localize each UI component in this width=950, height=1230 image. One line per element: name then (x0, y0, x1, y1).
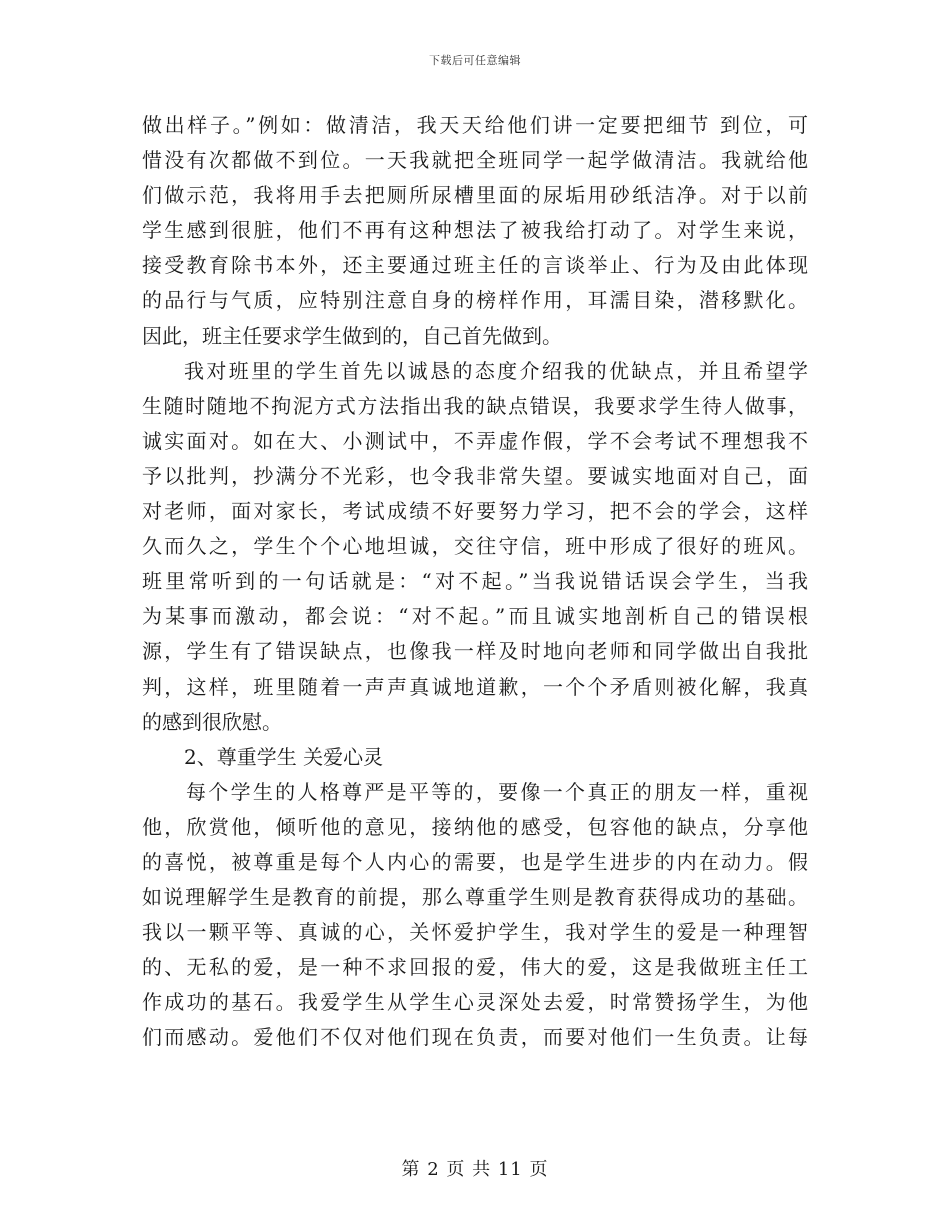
body-line: 诚实面对。如在大、小测试中，不弄虚作假，学不会考试不理想我不 (142, 428, 808, 453)
body-line: 予以批判，抄满分不光彩，也令我非常失望。要诚实地面对自己，面 (142, 463, 808, 488)
body-line: 对老师，面对家长，考试成绩不好要努力学习，把不会的学会，这样 (142, 499, 808, 524)
body-line: 们做示范，我将用手去把厕所尿槽里面的尿垢用砂纸洁净。对于以前 (142, 183, 808, 208)
body-line: 的、无私的爱，是一种不求回报的爱，伟大的爱，这是我做班主任工 (142, 955, 808, 980)
body-line: 为某事而激动，都会说：“对不起。”而且诚实地剖析自己的错误根 (142, 604, 808, 629)
body-line: 源，学生有了错误缺点，也像我一样及时地向老师和同学做出自我批 (142, 639, 808, 664)
body-line: 学生感到很脏，他们不再有这种想法了被我给打动了。对学生来说， (142, 218, 808, 243)
body-line: 判，这样，班里随着一声声真诚地道歉，一个个矛盾则被化解，我真 (142, 674, 808, 699)
body-line: 接受教育除书本外，还主要通过班主任的言谈举止、行为及由此体现 (142, 253, 808, 278)
paragraph-start-line: 我对班里的学生首先以诚恳的态度介绍我的优缺点，并且希望学 (184, 358, 808, 383)
body-line: 生随时随地不拘泥方式方法指出我的缺点错误，我要求学生待人做事， (142, 393, 808, 418)
body-line: 班里常听到的一句话就是：“对不起。”当我说错话误会学生，当我 (142, 569, 808, 594)
body-line: 作成功的基石。我爱学生从学生心灵深处去爱，时常赞扬学生，为他 (142, 990, 808, 1015)
body-line: 如说理解学生是教育的前提，那么尊重学生则是教育获得成功的基础。 (142, 885, 808, 910)
body-line: 做出样子。”例如：做清洁，我天天给他们讲一定要把细节 到位，可 (142, 113, 808, 137)
body-line: 们而感动。爱他们不仅对他们现在负责，而要对他们一生负责。让每 (142, 1025, 808, 1050)
body-line: 因此，班主任要求学生做到的，自己首先做到。 (142, 323, 562, 348)
body-line: 的喜悦，被尊重是每个人内心的需要，也是学生进步的内在动力。假 (142, 849, 808, 874)
body-line: 的品行与气质，应特别注意自身的榜样作用，耳濡目染，潜移默化。 (142, 288, 808, 313)
section-heading: 2、尊重学生 关爱心灵 (184, 744, 384, 769)
page-header: 下载后可任意编辑 (429, 54, 521, 67)
body-line: 他，欣赏他，倾听他的意见，接纳他的感受，包容他的缺点，分享他 (142, 814, 808, 839)
body-line: 久而久之，学生个个心地坦诚，交往守信，班中形成了很好的班风。 (142, 534, 808, 559)
body-line: 的感到很欣慰。 (142, 709, 282, 734)
body-line: 我以一颗平等、真诚的心，关怀爱护学生，我对学生的爱是一种理智 (142, 920, 808, 945)
paragraph-start-line: 每个学生的人格尊严是平等的，要像一个真正的朋友一样，重视 (186, 779, 808, 804)
document-body (142, 108, 808, 1056)
body-line: 惜没有次都做不到位。一天我就把全班同学一起学做清洁。我就给他 (142, 148, 808, 173)
page-footer: 第 2 页 共 11 页 (401, 1159, 549, 1180)
